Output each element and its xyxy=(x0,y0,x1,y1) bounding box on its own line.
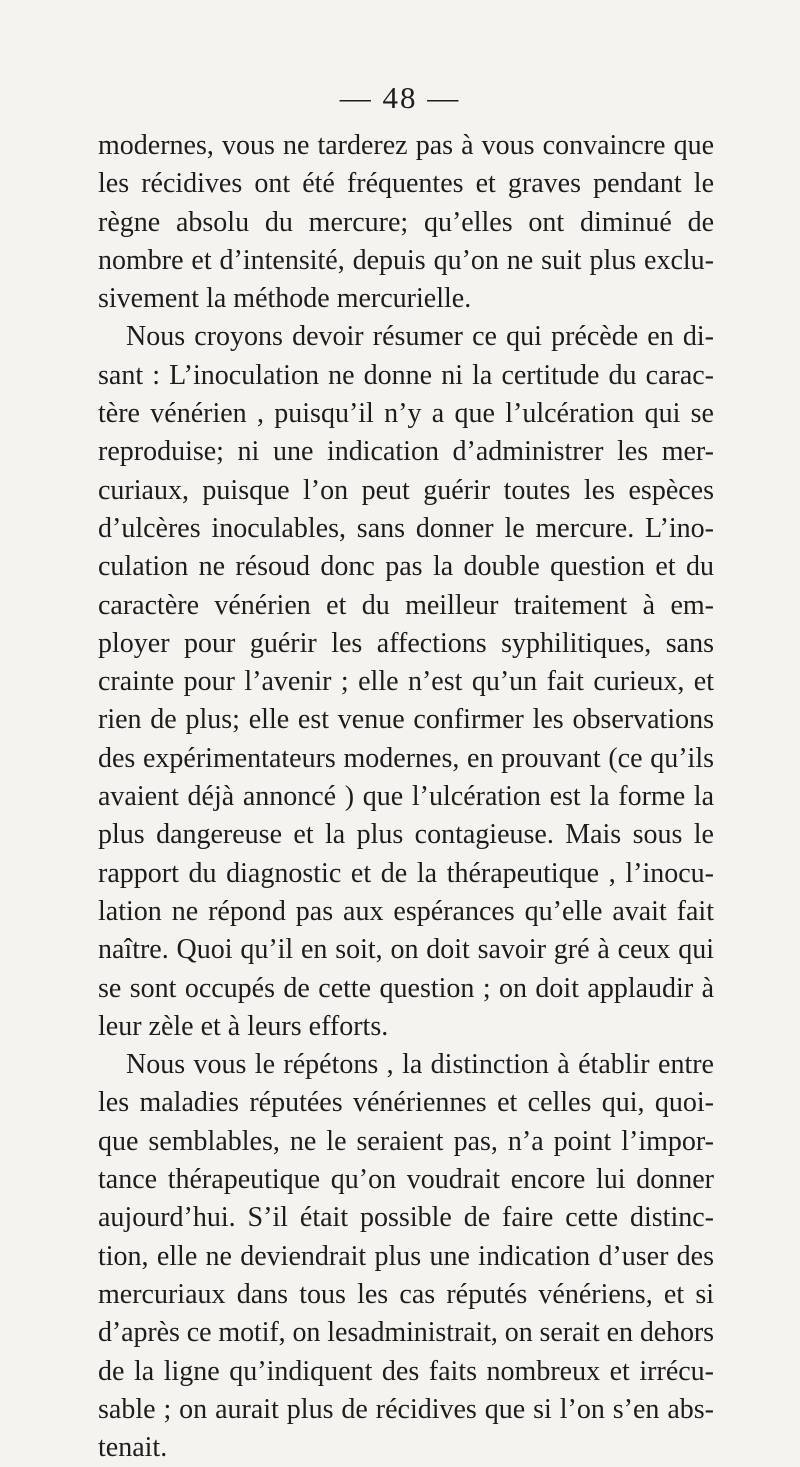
text-line: mercuriaux dans tous les cas réputés vénériens, et si xyxy=(98,1278,714,1310)
text-line: d’après ce motif, on lesadministrait, on serait en dehors xyxy=(98,1317,714,1349)
text-line: aujourd’hui. S’il était possible de faire cette distinc- xyxy=(98,1202,714,1234)
text-line: Nous vous le répétons , la distinction à établir entre xyxy=(126,1049,714,1081)
text-line: nombre et d’intensité, depuis qu’on ne suit plus exclu- xyxy=(98,244,714,276)
text-line: règne absolu du mercure; qu’elles ont diminué de xyxy=(98,206,714,238)
text-line: sivement la méthode mercurielle. xyxy=(98,283,472,315)
text-line: plus dangereuse et la plus contagieuse. Mais sous le xyxy=(98,819,714,851)
text-line: tance thérapeutique qu’on voudrait encore lui donner xyxy=(98,1164,714,1196)
text-line: reproduise; ni une indication d’administrer les mer- xyxy=(98,436,714,468)
text-line: naître. Quoi qu’il en soit, on doit savoir gré à ceux qui xyxy=(98,934,714,966)
body-text xyxy=(98,127,714,1467)
text-line: avaient déjà annoncé ) que l’ulcération est la forme la xyxy=(98,781,714,813)
text-line: lation ne répond pas aux espérances qu’elle avait fait xyxy=(98,895,714,927)
text-line: tion, elle ne deviendrait plus une indication d’user des xyxy=(98,1240,714,1272)
text-line: rien de plus; elle est venue confirmer les observations xyxy=(98,704,714,736)
text-line: leur zèle et à leurs efforts. xyxy=(98,1010,389,1042)
text-line: sable ; on aurait plus de récidives que si l’on s’en abs- xyxy=(98,1393,714,1425)
text-line: tère vénérien , puisqu’il n’y a que l’ulcération qui se xyxy=(98,398,714,430)
text-line: crainte pour l’avenir ; elle n’est qu’un fait curieux, et xyxy=(98,666,714,698)
text-line: culation ne résoud donc pas la double question et du xyxy=(98,551,714,583)
text-line: ployer pour guérir les affections syphilitiques, sans xyxy=(98,627,714,659)
text-line: tenait. xyxy=(98,1432,168,1464)
text-line: des expérimentateurs modernes, en prouvant (ce qu’ils xyxy=(98,742,714,774)
text-line: se sont occupés de cette question ; on doit applaudir à xyxy=(98,972,714,1004)
text-line: d’ulcères inoculables, sans donner le mercure. L’ino- xyxy=(98,512,714,544)
text-line: Nous croyons devoir résumer ce qui précède en di- xyxy=(126,321,714,353)
text-line: sant : L’inoculation ne donne ni la certitude du carac- xyxy=(98,359,714,391)
text-line: les maladies réputées vénériennes et celles qui, quoi- xyxy=(98,1087,714,1119)
page-number-header: — 48 — xyxy=(339,80,461,115)
text-line: que semblables, ne le seraient pas, n’a point l’impor- xyxy=(98,1125,714,1157)
text-line: rapport du diagnostic et de la thérapeutique , l’inocu- xyxy=(98,857,714,889)
text-line: de la ligne qu’indiquent des faits nombreux et irrécu- xyxy=(98,1355,714,1387)
text-line: modernes, vous ne tarderez pas à vous convaincre que xyxy=(98,130,714,161)
text-line: les récidives ont été fréquentes et graves pendant le xyxy=(98,168,714,200)
text-line: caractère vénérien et du meilleur traitement à em- xyxy=(98,589,714,621)
text-line: curiaux, puisque l’on peut guérir toutes les espèces xyxy=(98,474,714,506)
